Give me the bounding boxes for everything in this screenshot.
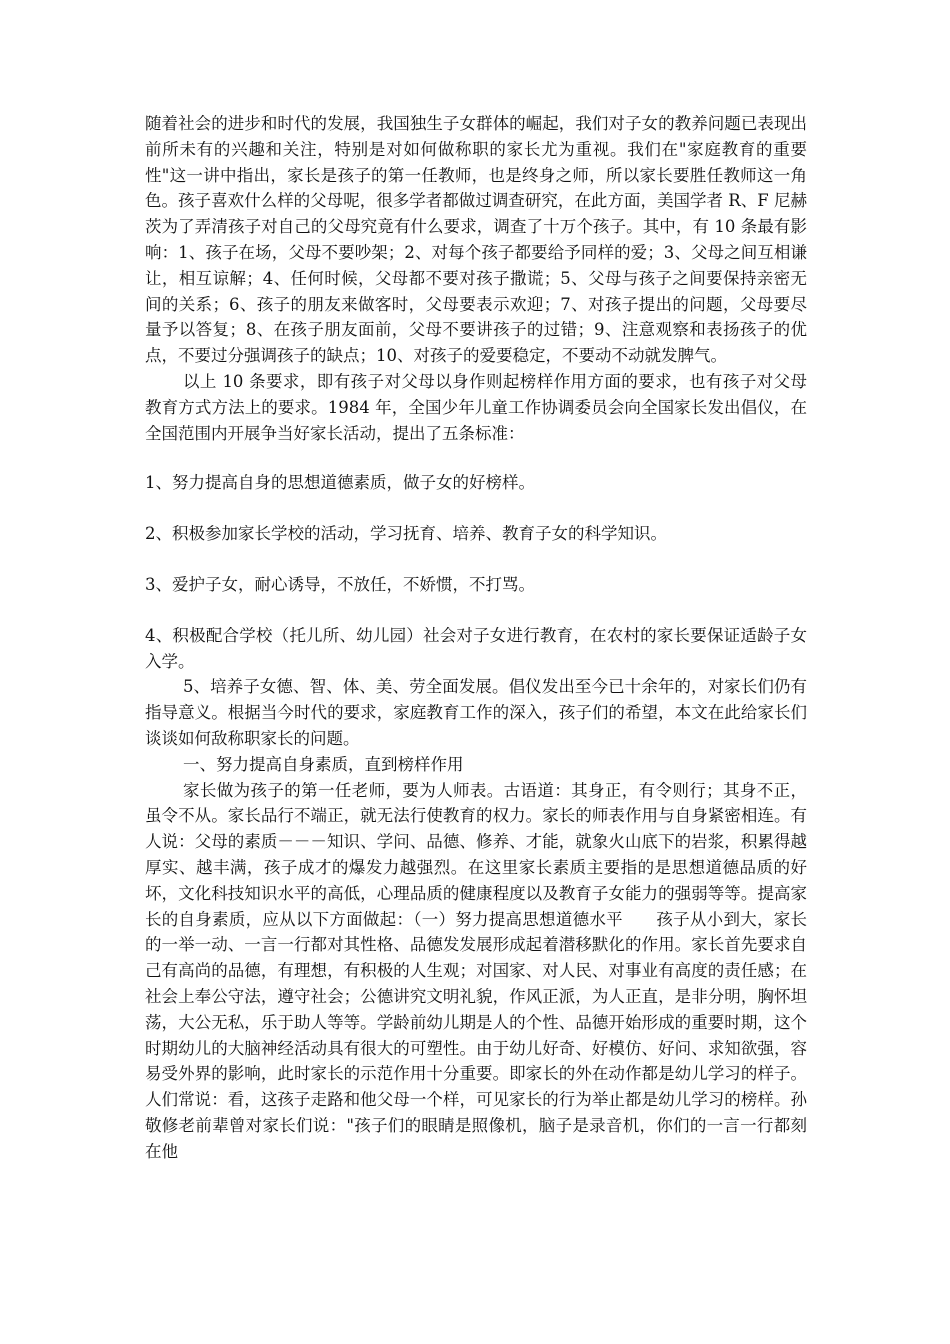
standard-item-3: 3、爱护子女，耐心诱导，不放任，不娇惯，不打骂。 bbox=[145, 574, 535, 594]
intro-paragraph: 随着社会的进步和时代的发展，我国独生子女群体的崛起，我们对子女的教养问题已表现出前所未有的兴趣和关注，特别是对如何做称职的家长尤为重视。我们在"家庭教育的重要性"这一讲中指出，家长是孩子的第一任教师，也是终身之师，所以家长要胜任教师这一角色。孩子喜欢什么样的父母呢，很多学者都做过调查研究，在此方面，美国学者 R、F 尼赫茨为了弄清孩子对自己的父母究竟有什么要求，调查了十万个孩子。其中，有 10 条最有影响：1、孩子在场，父母不要吵架；2、对每个孩子都要给予同样的爱；3、父母之间互相谦让，相互谅解；4、任何时候，父母都不要对孩子撒谎；5、父母与孩子之间要保持亲密无间的关系；6、孩子的朋友来做客时，父母要表示欢迎；7、对孩子提出的问题，父母要尽量予以答复；8、在孩子朋友面前，父母不要讲孩子的过错；9、注意观察和表扬孩子的优点，不要过分强调孩子的缺点；10、对孩子的爱要稳定，不要动不动就发脾气。 bbox=[145, 114, 807, 366]
standard-item-1: 1、努力提高自身的思想道德素质，做子女的好榜样。 bbox=[145, 473, 535, 493]
summary-paragraph: 以上 10 条要求，即有孩子对父母以身作则起榜样作用方面的要求，也有孩子对父母教育方式方法上的要求。1984 年，全国少年儿童工作协调委员会向全国家长发出倡仪，在全国范围内开展争当好家长活动，提出了五条标准： bbox=[145, 371, 807, 443]
document-page bbox=[145, 111, 807, 1164]
standard-item-4: 4、积极配合学校（托儿所、幼儿园）社会对子女进行教育，在农村的家长要保证适龄子女入学。 bbox=[145, 625, 807, 671]
body-paragraph: 家长做为孩子的第一任老师，要为人师表。古语道：其身正，有令则行；其身不正，虽令不从。家长品行不端正，就无法行使教育的权力。家长的师表作用与自身紧密相连。有人说：父母的素质－－－知识、学问、品德、修养、才能，就象火山底下的岩浆，积累得越厚实、越丰满，孩子成才的爆发力越强烈。在这里家长素质主要指的是思想道德品质的好坏，文化科技知识水平的高低，心理品质的健康程度以及教育子女能力的强弱等等。提高家长的自身素质，应从以下方面做起：（一）努力提高思想道德水平 孩子从小到大，家长的一举一动、一言一行都对其性格、品德发发展形成起着潜移默化的作用。家长首先要求自己有高尚的品德，有理想，有积极的人生观；对国家、对人民、对事业有高度的责任感；在社会上奉公守法，遵守社会；公德讲究文明礼貌，作风正派，为人正直，是非分明，胸怀坦荡，大公无私，乐于助人等等。学龄前幼儿期是人的个性、品德开始形成的重要时期，这个时期幼儿的大脑神经活动具有很大的可塑性。由于幼儿好奇、好模仿、好问、求知欲强，容易受外界的影响，此时家长的示范作用十分重要。即家长的外在动作都是幼儿学习的样子。人们常说：看，这孩子走路和他父母一个样，可见家长的行为举止都是幼儿学习的榜样。孙敬修老前辈曾对家长们说："孩子们的眼睛是照像机，脑子是录音机，你们的一言一行都刻在他 bbox=[145, 780, 807, 1161]
standard-item-5: 5、培养子女德、智、体、美、劳全面发展。倡仪发出至今已十余年的，对家长们仍有指导意义。根据当今时代的要求，家庭教育工作的深入，孩子们的希望，本文在此给家长们谈谈如何敌称职家长的问题。 bbox=[145, 677, 807, 748]
section-heading: 一、努力提高自身素质，直到榜样作用 bbox=[182, 754, 464, 774]
standard-item-2: 2、积极参加家长学校的活动，学习抚育、培养、教育子女的科学知识。 bbox=[145, 524, 667, 544]
